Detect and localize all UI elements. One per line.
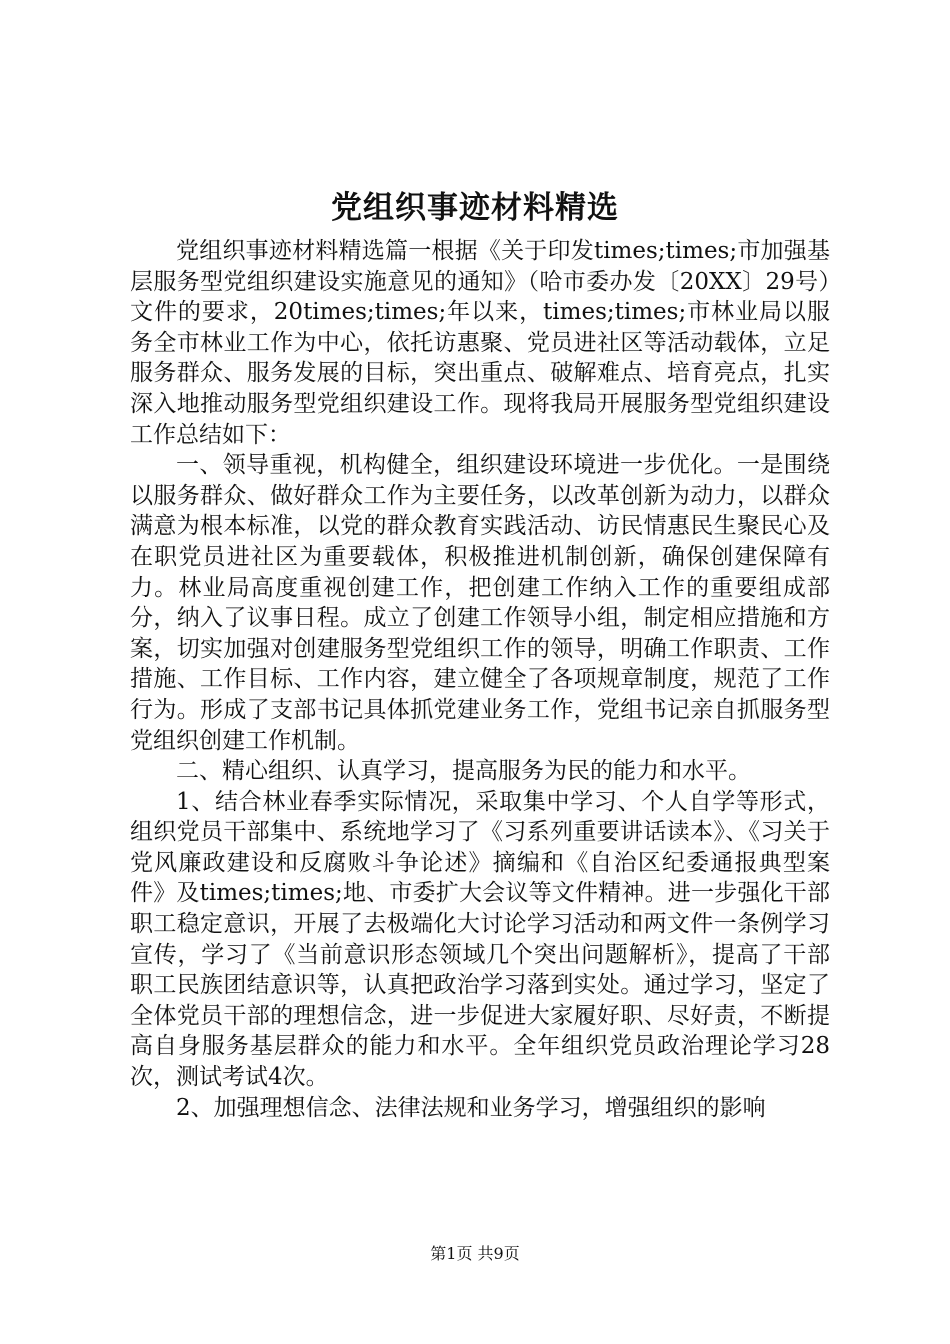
paragraph-item-2: 2、加强理想信念、法律法规和业务学习，增强组织的影响: [176, 1094, 766, 1121]
paragraph-item-1: 1、结合林业春季实际情况，采取集中学习、个人自学等形式，组织党员干部集中、系统地学习了《习系列重要讲话读本》、《习关于党风廉政建设和反腐败斗争论述》摘编和《自治区纪委通报典型案件》及times;times;地、市委扩大会议等文件精神。进一步强化干部职工稳定意识，开展了去极端化大讨论学习活动和两文件一条例学习宣传，学习了《当前意识形态领域几个突出问题解析》，提高了干部职工民族团结意识等，认真把政治学习落到实处。通过学习，坚定了全体党员干部的理想信念，进一步促进大家履好职、尽好责，不断提高自身服务基层群众的能力和水平。全年组织党员政治理论学习28次，测试考试4次。: [130, 788, 830, 1091]
paragraph-section-2-heading: 二、精心组织、认真学习，提高服务为民的能力和水平。: [176, 758, 751, 785]
document-title: 党组织事迹材料精选: [331, 190, 619, 226]
paragraph-section-1: 一、领导重视，机构健全，组织建设环境进一步优化。一是围绕以服务群众、做好群众工作为主要任务，以改革创新为动力，以群众满意为根本标准，以党的群众教育实践活动、访民情惠民生聚民心及在职党员进社区为重要载体，积极推进机制创新，确保创建保障有力。林业局高度重视创建工作，把创建工作纳入工作的重要组成部分，纳入了议事日程。成立了创建工作领导小组，制定相应措施和方案，切实加强对创建服务型党组织工作的领导，明确工作职责、工作措施、工作目标、工作内容，建立健全了各项规章制度，规范了工作行为。形成了支部书记具体抓党建业务工作，党组书记亲自抓服务型党组织创建工作机制。: [130, 452, 830, 754]
paragraph-intro: 党组织事迹材料精选篇一根据《关于印发times;times;市加强基层服务型党组织建设实施意见的通知》（哈市委办发〔20XX〕29号）文件的要求，20times;times;年以来，times;times;市林业局以服务全市林业工作为中心，依托访惠聚、党员进社区等活动载体，立足服务群众、服务发展的目标，突出重点、破解难点、培育亮点，扎实深入地推动服务型党组织建设工作。现将我局开展服务型党组织建设工作总结如下：: [130, 238, 830, 448]
document-body: [130, 236, 830, 1123]
page-number-footer: 第1页 共9页: [430, 1244, 520, 1263]
